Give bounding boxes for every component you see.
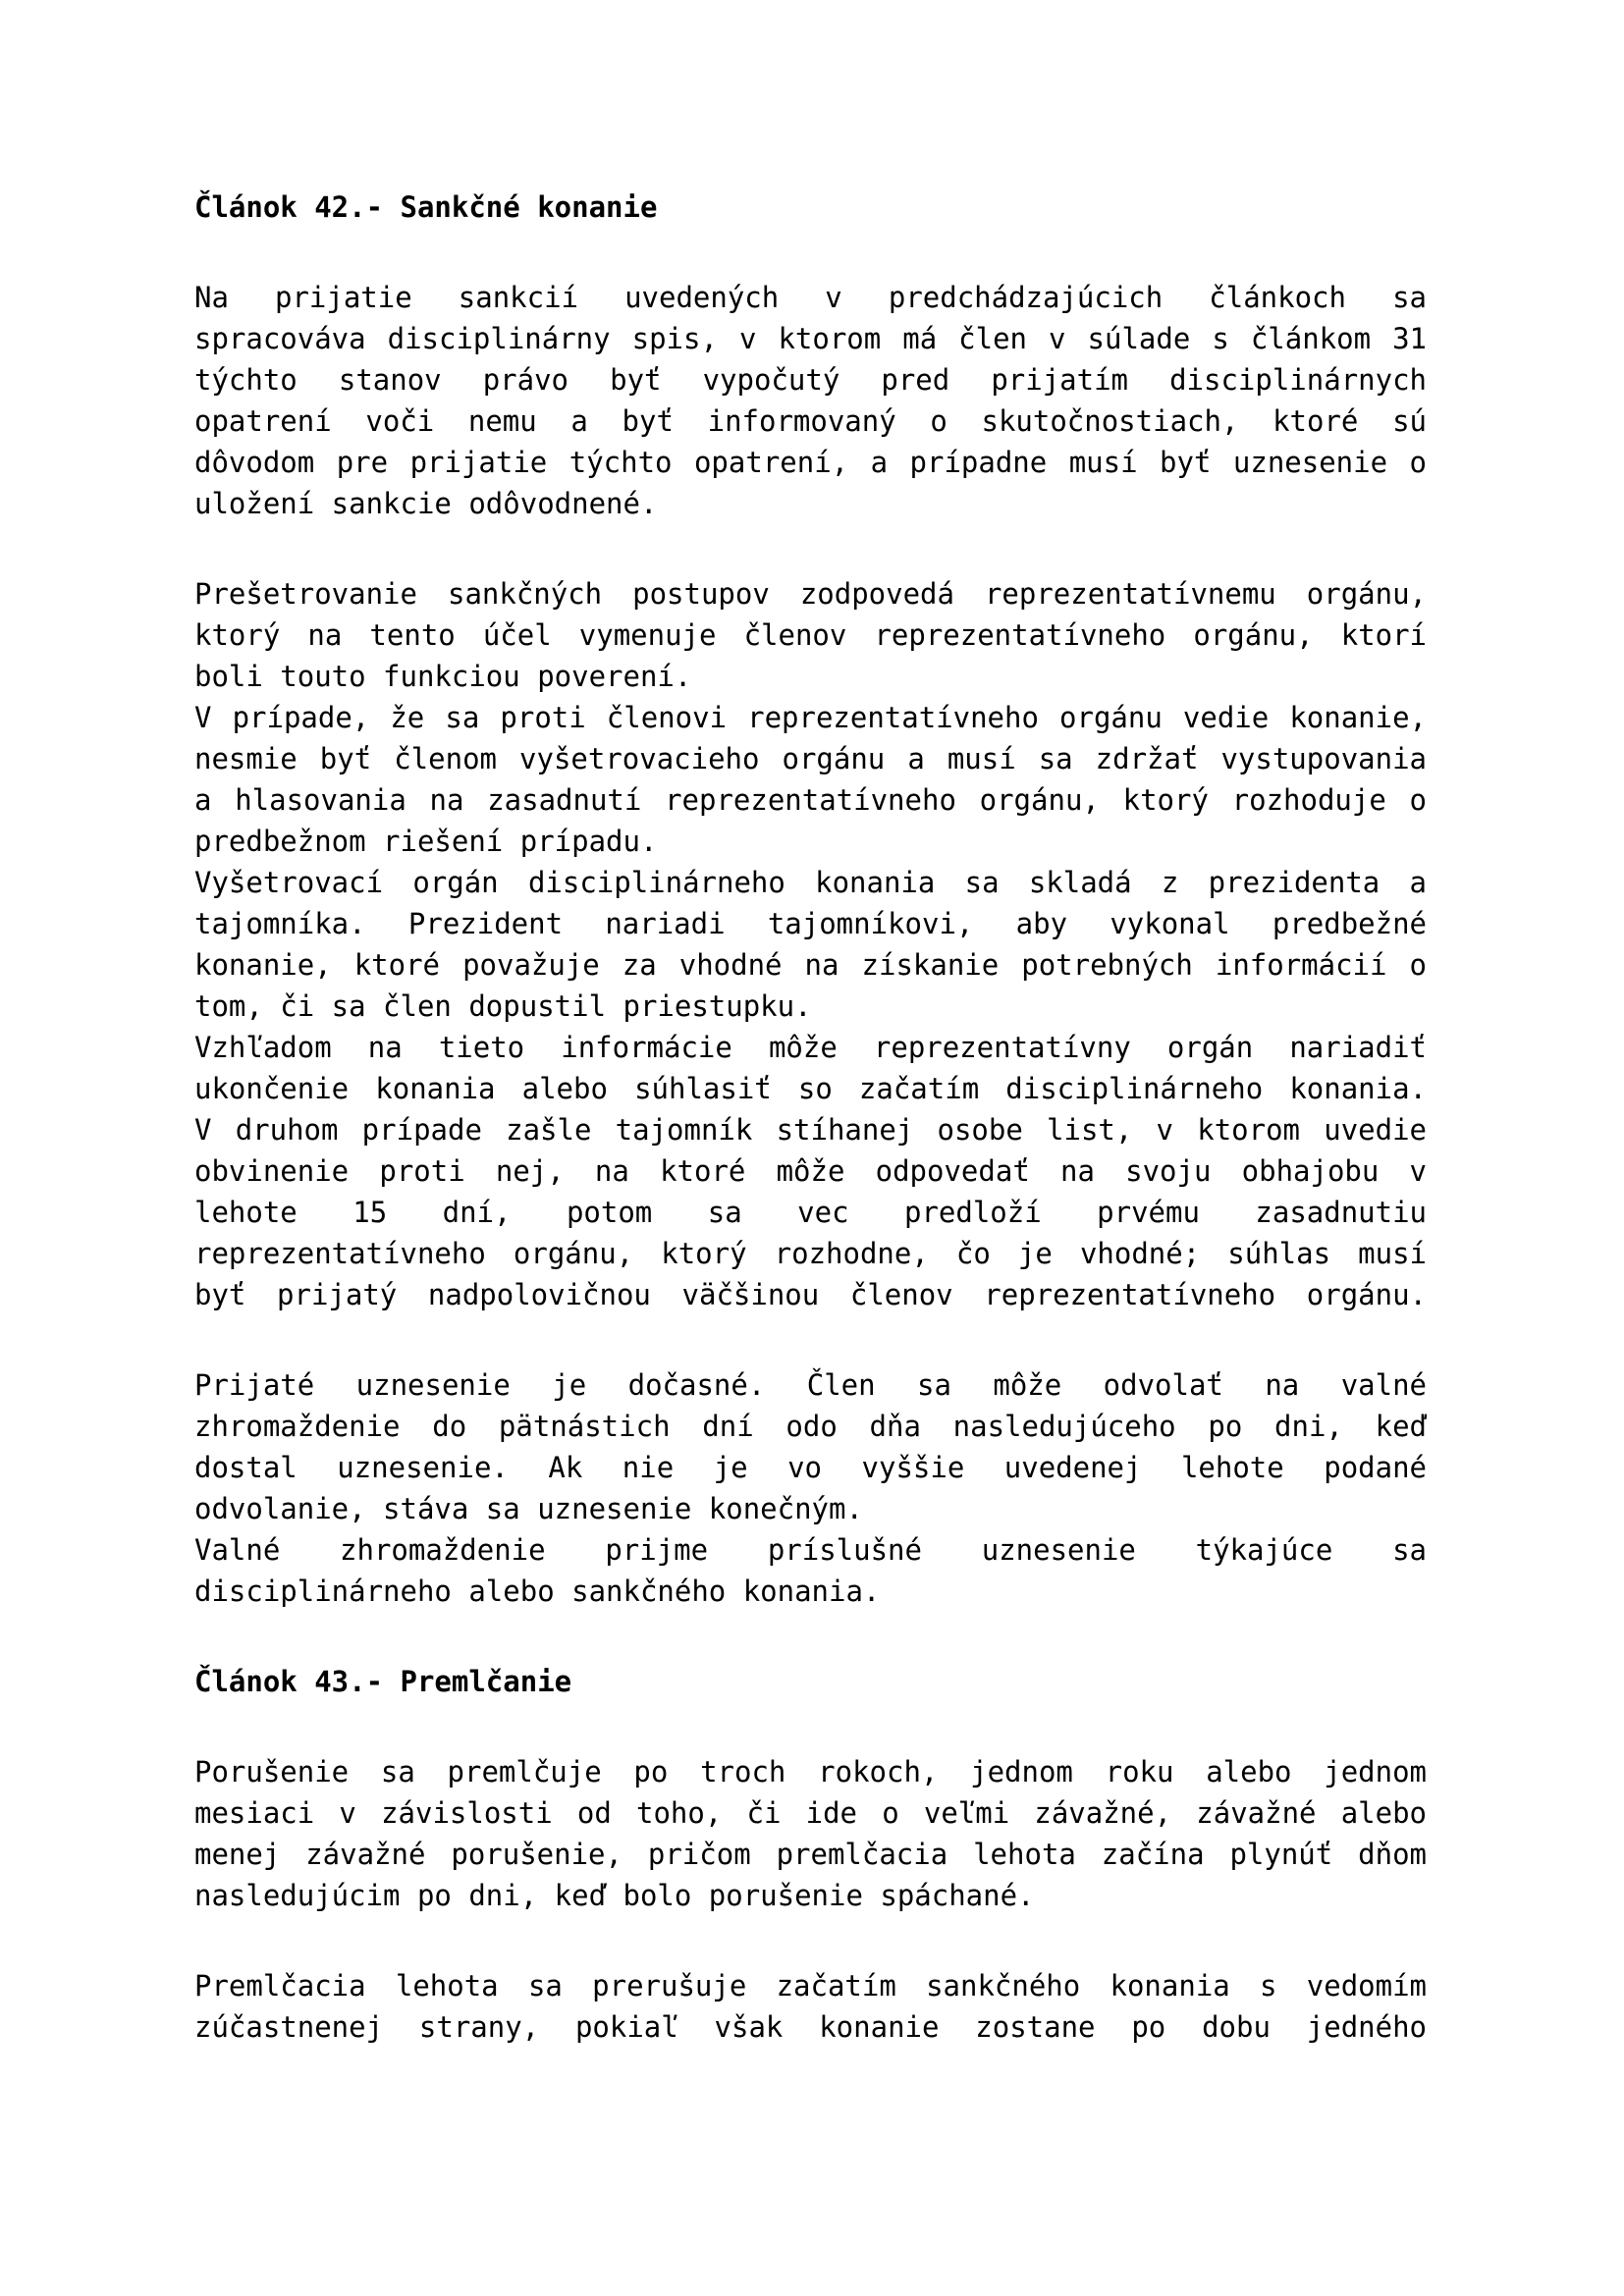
text-line: ktorý na tento účel vymenuje členov reprezentatívneho orgánu, ktorí — [194, 618, 1427, 652]
text-line: Valné zhromaždenie prijme príslušné uznesenie týkajúce sa — [194, 1533, 1427, 1567]
paragraph — [194, 1364, 1427, 1529]
heading-text: Článok 42.- Sankčné konanie — [194, 190, 658, 224]
text-line: opatrení voči nemu a byť informovaný o skutočnostiach, ktoré sú — [194, 404, 1427, 438]
text-line: konanie, ktoré považuje za vhodné na získanie potrebných informácií o — [194, 948, 1427, 982]
text-line: predbežnom riešení prípadu. — [194, 825, 658, 858]
paragraph — [194, 1109, 1427, 1315]
text-line: spracováva disciplinárny spis, v ktorom má člen v súlade s článkom 31 — [194, 322, 1427, 355]
paragraph — [194, 862, 1427, 1027]
text-line: a hlasovania na zasadnutí reprezentatívneho orgánu, ktorý rozhoduje o — [194, 783, 1427, 817]
blank-line — [194, 1702, 1427, 1751]
blank-line — [194, 1916, 1427, 1965]
text-line: Na prijatie sankcií uvedených v predchádzajúcich článkoch sa — [194, 281, 1427, 314]
text-line: zúčastnenej strany, pokiaľ však konanie zostane po dobu jedného — [194, 2010, 1427, 2044]
text-line: dôvodom pre prijatie týchto opatrení, a prípadne musí byť uznesenie o — [194, 446, 1427, 479]
document-content — [194, 187, 1427, 2048]
text-line: Vyšetrovací orgán disciplinárneho konania sa skladá z prezidenta a — [194, 866, 1427, 899]
text-line: Premlčacia lehota sa prerušuje začatím sankčného konania s vedomím — [194, 1969, 1427, 2002]
text-line: zhromaždenie do pätnástich dní odo dňa nasledujúceho po dni, keď — [194, 1410, 1427, 1443]
text-line: tom, či sa člen dopustil priestupku. — [194, 989, 812, 1023]
paragraph — [194, 1027, 1427, 1109]
paragraph — [194, 1529, 1427, 1612]
blank-line — [194, 1612, 1427, 1661]
text-line: uložení sankcie odôvodnené. — [194, 487, 658, 520]
paragraph — [194, 697, 1427, 862]
text-line: Prešetrovanie sankčných postupov zodpovedá reprezentatívnemu orgánu, — [194, 577, 1427, 611]
section-heading — [194, 187, 1427, 228]
text-line: odvolanie, stáva sa uznesenie konečným. — [194, 1492, 863, 1525]
text-line: Prijaté uznesenie je dočasné. Člen sa môže odvolať na valné — [194, 1368, 1427, 1402]
text-line: mesiaci v závislosti od toho, či ide o veľmi závažné, závažné alebo — [194, 1796, 1427, 1830]
text-line: obvinenie proti nej, na ktoré môže odpovedať na svoju obhajobu v — [194, 1154, 1427, 1188]
text-line: lehote 15 dní, potom sa vec predloží prvému zasadnutiu — [194, 1196, 1427, 1229]
text-line: nasledujúcim po dni, keď bolo porušenie spáchané. — [194, 1879, 1035, 1912]
text-line: Porušenie sa premlčuje po troch rokoch, jednom roku alebo jednom — [194, 1755, 1427, 1789]
paragraph — [194, 277, 1427, 524]
text-line: boli touto funkciou poverení. — [194, 660, 692, 693]
text-line: byť prijatý nadpolovičnou väčšinou členov reprezentatívneho orgánu. — [194, 1278, 1427, 1311]
blank-line — [194, 1315, 1427, 1364]
section-heading — [194, 1661, 1427, 1702]
paragraph — [194, 573, 1427, 697]
text-line: disciplinárneho alebo sankčného konania. — [194, 1575, 881, 1608]
text-line: menej závažné porušenie, pričom premlčacia lehota začína plynúť dňom — [194, 1838, 1427, 1871]
text-line: týchto stanov právo byť vypočutý pred prijatím disciplinárnych — [194, 363, 1427, 397]
blank-line — [194, 228, 1427, 277]
text-line: ukončenie konania alebo súhlasiť so začatím disciplinárneho konania. — [194, 1072, 1427, 1105]
text-line: dostal uznesenie. Ak nie je vo vyššie uvedenej lehote podané — [194, 1451, 1427, 1484]
paragraph — [194, 1965, 1427, 2048]
heading-text: Článok 43.- Premlčanie — [194, 1665, 572, 1698]
text-line: V druhom prípade zašle tajomník stíhanej osobe list, v ktorom uvedie — [194, 1113, 1427, 1147]
text-line: reprezentatívneho orgánu, ktorý rozhodne, čo je vhodné; súhlas musí — [194, 1237, 1427, 1270]
text-line: V prípade, že sa proti členovi reprezentatívneho orgánu vedie konanie, — [194, 701, 1427, 734]
text-line: nesmie byť členom vyšetrovacieho orgánu a musí sa zdržať vystupovania — [194, 742, 1427, 775]
text-line: Vzhľadom na tieto informácie môže reprezentatívny orgán nariadiť — [194, 1031, 1427, 1064]
text-line: tajomníka. Prezident nariadi tajomníkovi, aby vykonal predbežné — [194, 907, 1427, 940]
paragraph — [194, 1751, 1427, 1916]
blank-line — [194, 524, 1427, 573]
